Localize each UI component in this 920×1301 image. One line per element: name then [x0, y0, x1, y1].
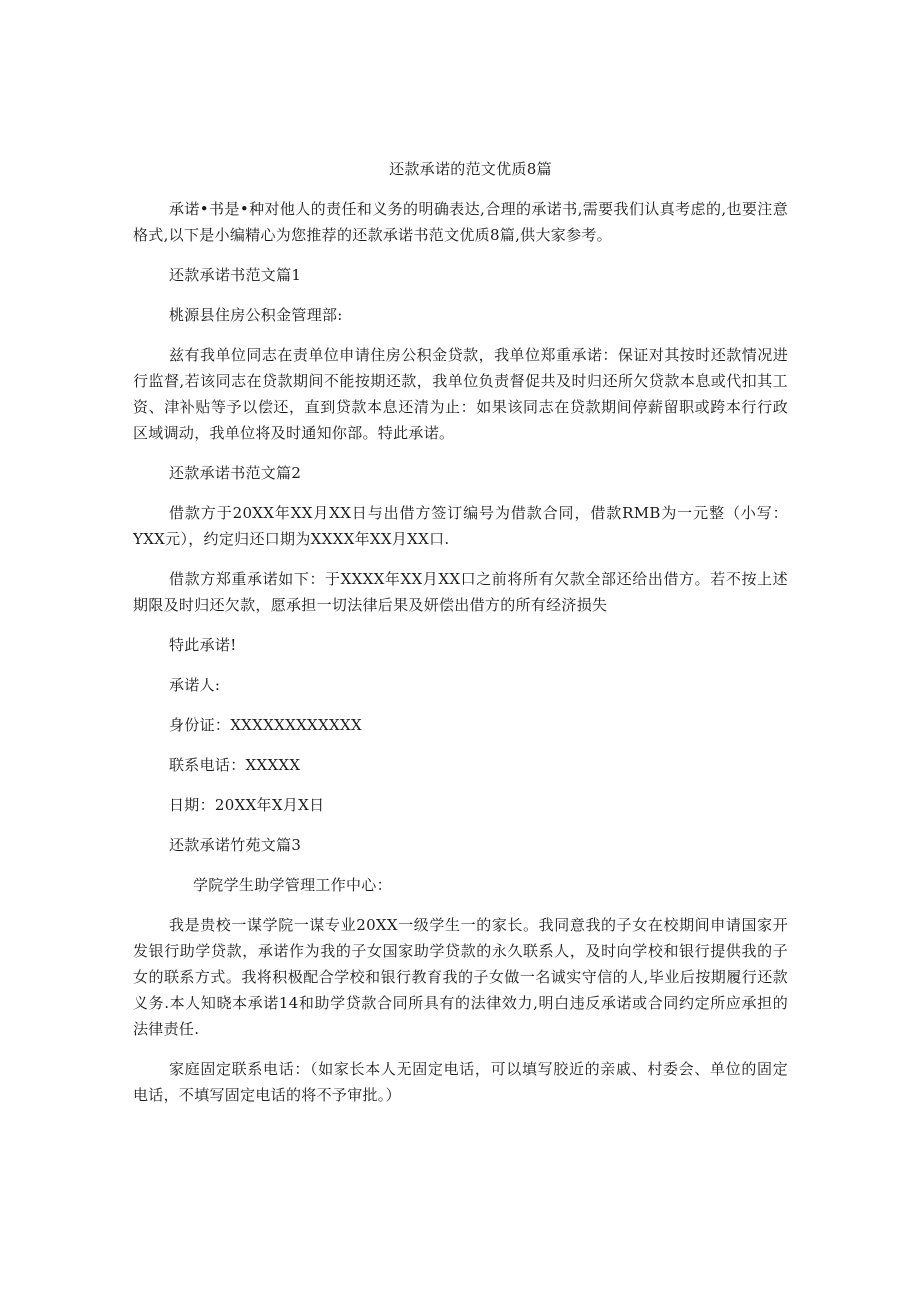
- section2-promisor: 承诺人:: [169, 676, 221, 694]
- section1-salutation: 桃源县住房公积金管理部:: [169, 306, 343, 324]
- section3-phone-note: 家庭固定联系电话：（如家长本人无固定电话，可以填写胶近的亲戚、村委会、单位的固定电话，不填写固定电话的将不予审批。）: [133, 1060, 788, 1104]
- section3-body: 我是贵校一谋学院一谋专业20XX一级学生一的家长。我同意我的子女在校期间申请国家开发银行助学贷款，承诺作为我的子女国家助学贷款的永久联系人，及时向学校和银行提供我的子女的联系方式。我将积极配合学校和银行教育我的子女做一名诚实守信的人,毕业后按期履行还款义务.本人知晓本承诺14和助学贷款合同所具有的法律效力,明白违反承诺或合同约定所应承担的法律责任.: [133, 916, 788, 1038]
- section2-id-card: 身份证：XXXXXXXXXXXX: [169, 716, 362, 734]
- section3-salutation: 学院学生助学管理工作中心：: [193, 876, 392, 894]
- section2-date: 日期：20XX年X月X日: [169, 796, 325, 814]
- section2-paragraph-2: 借款方郑重承诺如下：于XXXX年XX月XX口之前将所有欠款全部还给出借方。若不按上述期限及时归还欠款，愿承担一切法律后果及妍偿出借方的所有经济损失: [133, 570, 788, 614]
- section2-phone: 联系电话：XXXXX: [169, 756, 301, 774]
- section2-paragraph-1: 借款方于20XX年XX月XX日与出借方签订编号为借款合同，借款RMB为一元整（小写：YXX元），约定归还口期为XXXX年XX月XX口.: [133, 504, 788, 548]
- document-body: [133, 156, 788, 1122]
- document-title: 还款承诺的范文优质8篇: [389, 160, 552, 178]
- section1-heading: 还款承诺书范文篇1: [169, 266, 302, 284]
- section2-closing: 特此承诺!: [169, 636, 237, 654]
- section3-heading: 还款承诺竹苑文篇3: [169, 836, 302, 854]
- section1-body: 兹有我单位同志在责单位申请住房公积金贷款，我单位郑重承诺：保证对其按时还款情况进行监督,若该同志在贷款期间不能按期还款，我单位负责督促共及时归还所欠贷款本息或代扣其工资、津补贴等予以偿还，直到贷款本息还清为止：如果该同志在贷款期间停薪留职或跨本行行政区域调动，我单位将及时通知你部。特此承诺。: [133, 346, 788, 442]
- section2-heading: 还款承诺书范文篇2: [169, 464, 302, 482]
- intro-paragraph: 承诺•书是•种对他人的责任和义务的明确表达,合理的承诺书,需要我们认真考虑的,也要注意格式,以下是小编精心为您推荐的还款承诺书范文优质8篇,供大家参考。: [133, 200, 788, 244]
